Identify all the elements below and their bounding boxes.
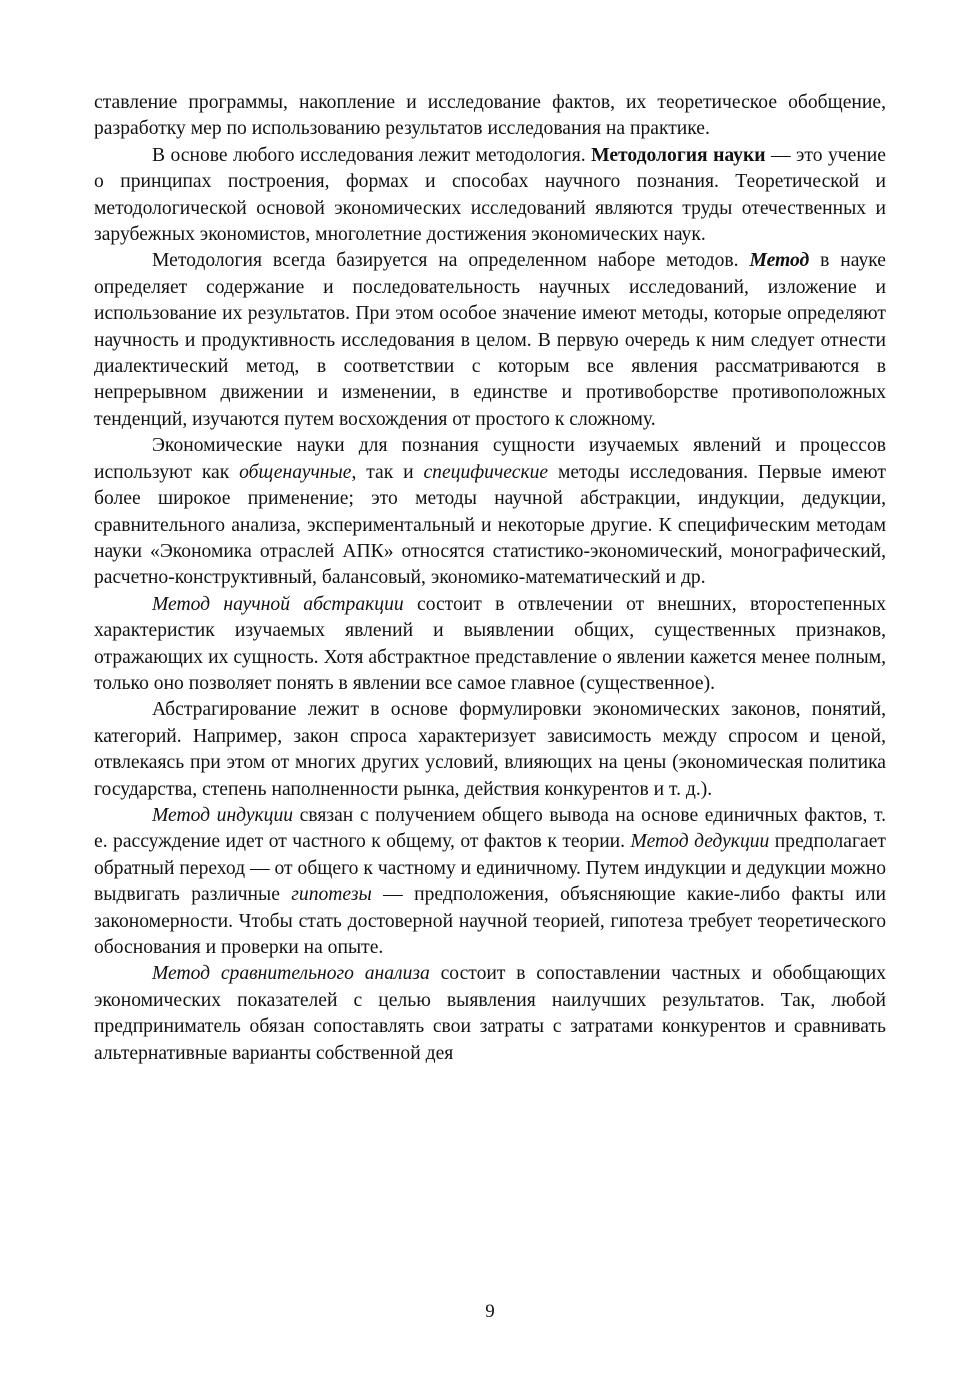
paragraph-2 (94, 143, 886, 249)
page-number: 9 (485, 1301, 495, 1322)
page-body (94, 90, 886, 1067)
paragraph-8 (94, 961, 886, 1067)
paragraph-3 (94, 248, 886, 433)
text-run: связан с получением общего вывода на основе единичных фактов, т. е. рассуждение идет от частного к общему, от фактов к теории. (94, 804, 886, 853)
text-run: состоит в отвлечении от внешних, второстепенных характеристик изучаемых явлений и выявлении общих, существенных признаков, отражающих их сущность. Хотя абстрактное представление о явлении кажется менее полным, только оно позволяет понять в явлении все самое главное (существенное). (94, 593, 886, 694)
term-induction-method: Метод индукции (152, 804, 294, 826)
text-run: Методология всегда базируется на определенном наборе методов. (152, 250, 750, 272)
term-methodology: Методология науки (591, 144, 766, 166)
text-run: в науке определяет содержание и последовательность научных исследований, изложение и использование их результатов. При этом особое значение имеют методы, которые определяют научность и продуктивность исследования в целом. В первую очередь к ним следует отнести диалектический метод, в соответствии с которым все явления рассматриваются в непрерывном движении и изменении, в единстве и противоборстве противоположных тенденций, изучаются путем восхождения от простого к сложному. (94, 250, 886, 430)
term-method: Метод (749, 250, 810, 272)
paragraph-1 (94, 90, 886, 143)
paragraph-5 (94, 592, 886, 698)
text-run: предполагает обратный переход — от общего к частному и единичному. Путем индукции и дедукции можно выдвигать различные (94, 831, 886, 906)
text-run: ставление программы, накопление и исследование фактов, их теоретическое обобщение, разработку мер по использованию результатов исследования на практике. (94, 92, 886, 140)
term-abstraction-method: Метод научной абстракции (152, 593, 404, 615)
text-run: Абстрагирование лежит в основе формулировки экономических законов, понятий, категорий. Например, закон спроса характеризует зависимость между спросом и ценой, отвлекаясь при этом от многих других условий, влияющих на цены (экономическая политика государства, степень наполненности рынка, действия конкурентов и т. д.). (94, 699, 886, 800)
term-specific: специфические (423, 461, 549, 483)
paragraph-4 (94, 433, 886, 591)
text-run: , так и (351, 461, 424, 483)
text-run: В основе любого исследования лежит методология. (152, 144, 592, 166)
text-run: — это учение о принципах построения, формах и способах научного познания. Теоретической и методологической основой экономических исследований являются труды отечественных и зарубежных экономистов, многолетние достижения экономических наук. (94, 144, 886, 246)
text-run: — предположения, объясняющие какие-либо факты или закономерности. Чтобы стать достоверной научной теорией, гипотеза требует теоретического обоснования и проверки на опыте. (94, 884, 886, 958)
term-general-scientific: общенаучные (239, 461, 352, 483)
text-run: Экономические науки для познания сущности изучаемых явлений и процессов используют как (94, 435, 886, 483)
term-hypotheses: гипотезы (291, 884, 372, 906)
paragraph-7 (94, 803, 886, 961)
term-deduction-method: Метод дедукции (630, 831, 770, 853)
paragraph-6 (94, 697, 886, 803)
text-run: методы исследования. Первые имеют более широкое применение; это методы научной абстракции, индукции, дедукции, сравнительного анализа, экспериментальный и некоторые другие. К специфическим методам науки «Экономика отраслей АПК» относятся статистико-экономический, монографический, расчетно-конструктивный, балансовый, экономико-математический и др. (94, 461, 886, 589)
text-run: состоит в сопоставлении частных и обобщающих экономических показателей с целью выявления наилучших результатов. Так, любой предприниматель обязан сопоставлять свои затраты с затратами конкурентов и сравнивать альтернативные варианты собственной дея (94, 963, 886, 1064)
term-comparative-analysis: Метод сравнительного анализа (152, 963, 430, 985)
